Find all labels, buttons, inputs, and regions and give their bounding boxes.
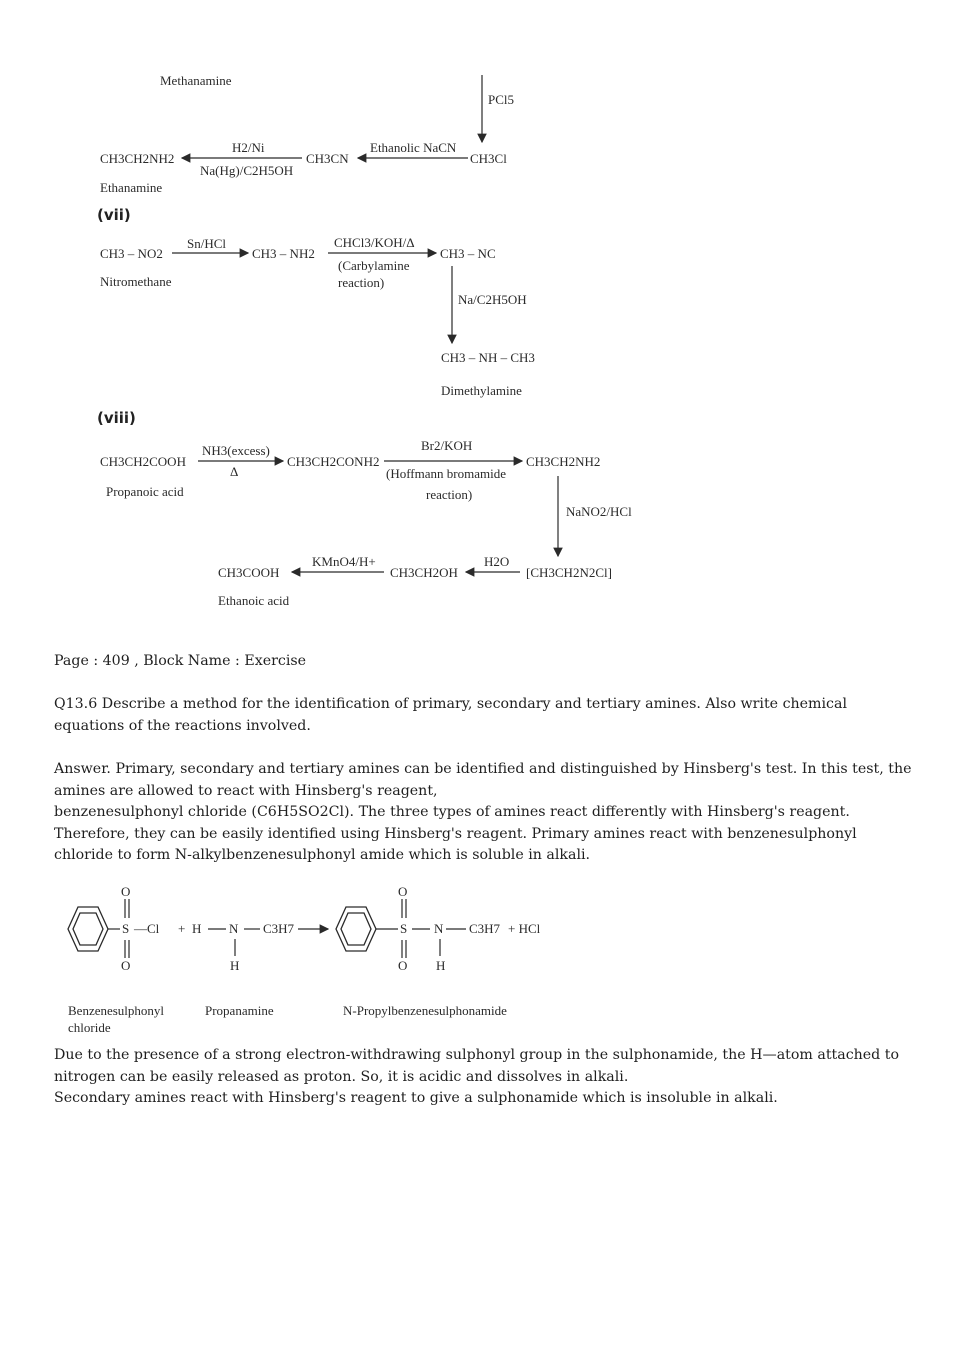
sulfonamide-h: H [436, 958, 446, 973]
propanoic-formula: CH3CH2COOH [100, 454, 186, 469]
carbylamine-label-1: (Carbylamine [338, 258, 410, 273]
heading-viii: (viii) [97, 409, 136, 427]
oxygen-top-2: O [398, 884, 408, 899]
chcl3-koh-reagent: CHCl3/KOH/Δ [334, 235, 415, 250]
dimethylamine-formula: CH3 – NH – CH3 [441, 350, 535, 365]
product-label: N-Propylbenzenesulphonamide [343, 1003, 507, 1018]
ch3cn-formula: CH3CN [306, 151, 349, 166]
propanamine-label: Propanamine [205, 1003, 274, 1018]
propanoic-acid-label: Propanoic acid [106, 484, 184, 499]
ch3cl-formula: CH3Cl [470, 151, 507, 166]
hoffmann-label-2: reaction) [426, 487, 473, 502]
propyl-1: C3H7 [263, 921, 295, 936]
pcl5-reagent: PCl5 [488, 92, 515, 107]
na-hg-reagent: Na(Hg)/C2H5OH [200, 163, 294, 178]
isocyanide-formula: CH3 – NC [440, 246, 496, 261]
amine-n: N [229, 921, 239, 936]
oxygen-bottom-1: O [121, 958, 131, 973]
sulfur-2: S [400, 921, 408, 936]
delta-label: Δ [230, 464, 239, 479]
hinsberg-formula: C6H5SO2Cl [256, 804, 345, 820]
paragraph-sulphonyl: Due to the presence of a strong electron-withdrawing sulphonyl group in the sulphonamide, the H—atom attached to nitrogen can be easily released as proton. So, it is acidic and dissolves in alkali. [54, 1047, 900, 1085]
hcl-product: + HCl [508, 921, 541, 936]
propyl-2: C3H7 [469, 921, 501, 936]
ethanolic-nacn-reagent: Ethanolic NaCN [370, 140, 457, 155]
answer-line-1: Answer. Primary, secondary and tertiary amines can be identified and distinguished by Hinsberg's test. In this test, the amines are allowed to react with Hinsberg's reagent, [54, 761, 912, 799]
h2-ni-reagent: H2/Ni [232, 140, 265, 155]
nitromethane-formula: CH3 – NO2 [100, 246, 163, 261]
answer-line-2-pre: benzenesulphonyl chloride ( [54, 804, 257, 820]
page-info: Page : 409 , Block Name : Exercise [54, 653, 307, 669]
benzenesulphonyl-label-1: Benzenesulphonyl [68, 1003, 165, 1018]
hoffmann-label-1: (Hoffmann bromamide [386, 466, 506, 481]
dimethylamine-label: Dimethylamine [441, 383, 522, 398]
methylamine-formula: CH3 – NH2 [252, 246, 315, 261]
question-text: Q13.6 Describe a method for the identification of primary, secondary and tertiary amines. Also write chemical equations of the reactions involved. [54, 696, 847, 734]
na-ethanol-reagent: Na/C2H5OH [458, 292, 527, 307]
ethylamine-formula-viii: CH3CH2NH2 [526, 454, 601, 469]
ethanoic-acid-label: Ethanoic acid [218, 593, 290, 608]
amine-h: H [192, 921, 202, 936]
kmno4-reagent: KMnO4/H+ [312, 554, 376, 569]
paragraph-secondary: Secondary amines react with Hinsberg's reagent to give a sulphonamide which is insoluble in alkali. [54, 1090, 778, 1106]
nitromethane-label: Nitromethane [100, 274, 172, 289]
carbylamine-label-2: reaction) [338, 275, 385, 290]
sulfur-1: S [122, 921, 130, 936]
ethanoic-formula: CH3COOH [218, 565, 280, 580]
ethanamine-label: Ethanamine [100, 180, 163, 195]
oxygen-top-1: O [121, 884, 131, 899]
oxygen-bottom-2: O [398, 958, 408, 973]
heading-vii: (vii) [97, 206, 131, 224]
plus-sign: + [178, 921, 186, 936]
ethylamine-formula: CH3CH2NH2 [100, 151, 175, 166]
h2o-reagent: H2O [484, 554, 510, 569]
nh3-reagent: NH3(excess) [202, 443, 270, 458]
propanamide-formula: CH3CH2CONH2 [287, 454, 380, 469]
diazonium-formula: [CH3CH2N2Cl] [526, 565, 612, 580]
nano2-reagent: NaNO2/HCl [566, 504, 632, 519]
sulfonamide-n: N [434, 921, 444, 936]
chlorine: —Cl [134, 921, 160, 936]
ethanol-formula: CH3CH2OH [390, 565, 458, 580]
benzenesulphonyl-label-2: chloride [68, 1020, 111, 1035]
benzene-ring-2 [336, 907, 376, 951]
br2-koh-reagent: Br2/KOH [421, 438, 473, 453]
methanamine-label: Methanamine [160, 73, 232, 88]
sn-hcl-reagent: Sn/HCl [187, 236, 227, 251]
answer-line-2-post: ). The three types of amines react differently with Hinsberg's reagent. Therefore, they can be easily identified using Hinsberg's reagent. Primary amines react with benzenesulphonyl chloride to form N-alkylbenzenesulphonyl amide which is soluble in alkali. [54, 804, 857, 863]
amine-h-bottom: H [230, 958, 240, 973]
benzene-ring-1 [68, 907, 108, 951]
